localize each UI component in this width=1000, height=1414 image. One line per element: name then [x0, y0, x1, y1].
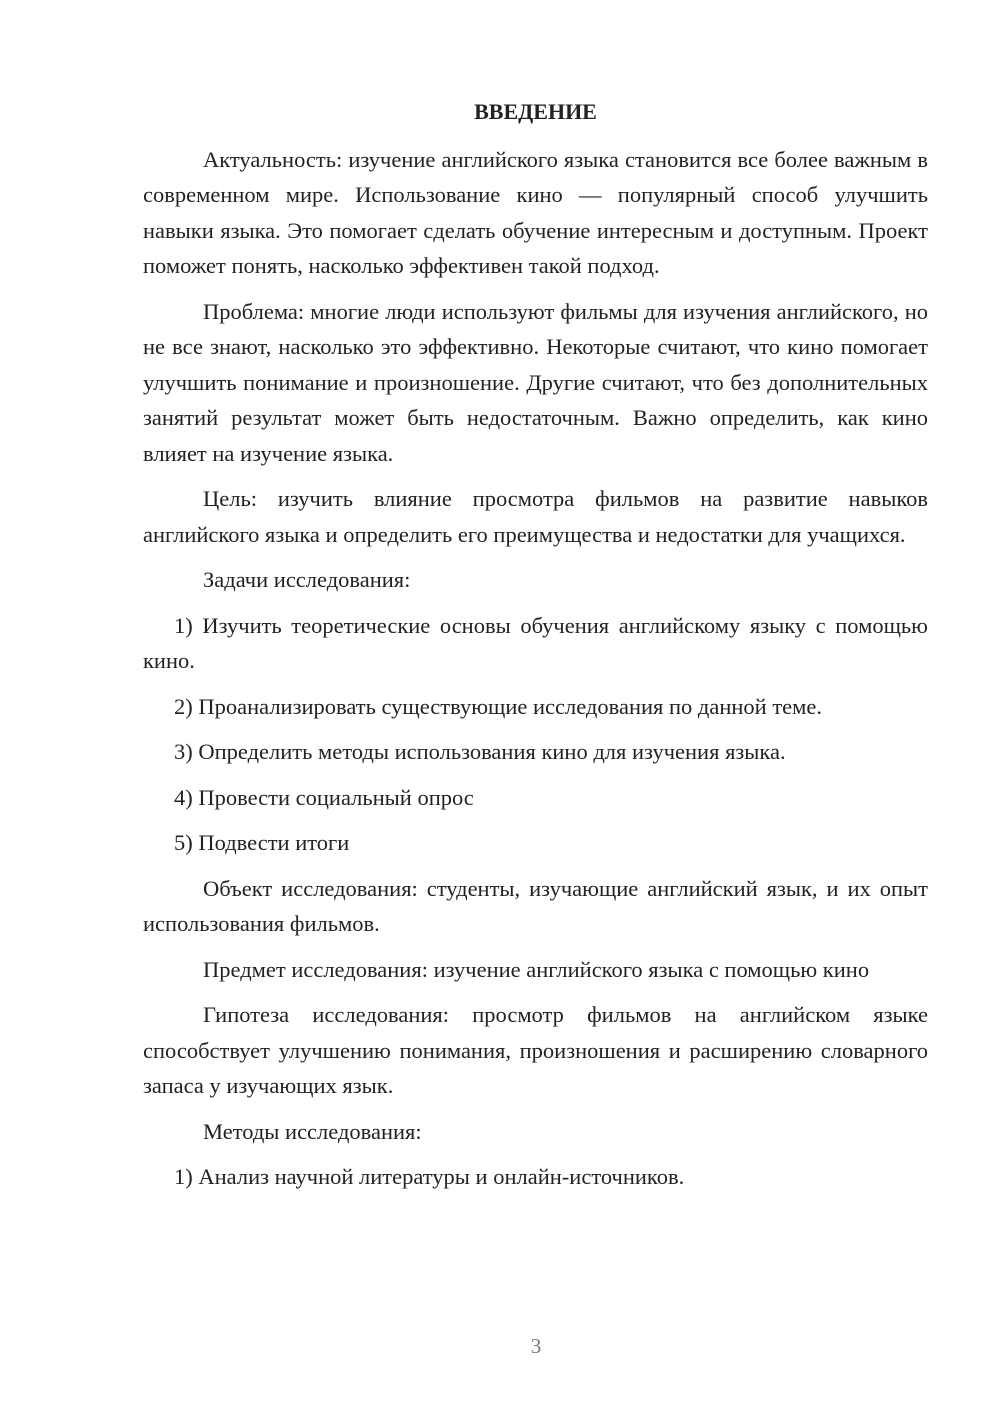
task-item: 5) Подвести итоги [174, 830, 350, 855]
hypothesis-paragraph: Гипотеза исследования: просмотр фильмов на английском языке способствует улучшению понимания, произношения и расширению словарного запаса у изучающих язык. [143, 1002, 928, 1098]
goal-paragraph: Цель: изучить влияние просмотра фильмов на развитие навыков английского языка и определить его преимущества и недостатки для учащихся. [143, 486, 928, 547]
task-item: 3) Определить методы использования кино для изучения языка. [174, 739, 786, 764]
page-number: 3 [530, 1334, 542, 1358]
relevance-paragraph: Актуальность: изучение английского языка становится все более важным в современном мире. Использование кино — популярный способ улучшить навыки языка. Это помогает сделать обучение интересным и доступным. Проект поможет понять, насколько эффективен такой подход. [143, 146, 928, 278]
methods-label: Методы исследования: [203, 1118, 422, 1144]
object-paragraph: Объект исследования: студенты, изучающие английский язык, и их опыт использования фильмов. [143, 875, 928, 936]
task-item: 4) Провести социальный опрос [174, 784, 474, 810]
method-item: 1) Анализ научной литературы и онлайн-источников. [174, 1164, 685, 1189]
subject-paragraph: Предмет исследования: изучение английского языка с помощью кино [203, 956, 870, 982]
task-item: 1) Изучить теоретические основы обучения английскому языку с помощью кино. [143, 612, 928, 673]
task-item: 2) Проанализировать существующие исследования по данной теме. [174, 693, 823, 719]
section-title: ВВЕДЕНИЕ [474, 99, 597, 124]
tasks-label: Задачи исследования: [203, 567, 411, 592]
document-body [143, 94, 928, 1205]
problem-paragraph: Проблема: многие люди используют фильмы для изучения английского, но не все знают, насколько это эффективно. Некоторые считают, что кино помогает улучшить понимание и произношение. Другие считают, что без дополнительных занятий результат может быть недостаточным. Важно определить, как кино влияет на изучение языка. [143, 298, 928, 466]
